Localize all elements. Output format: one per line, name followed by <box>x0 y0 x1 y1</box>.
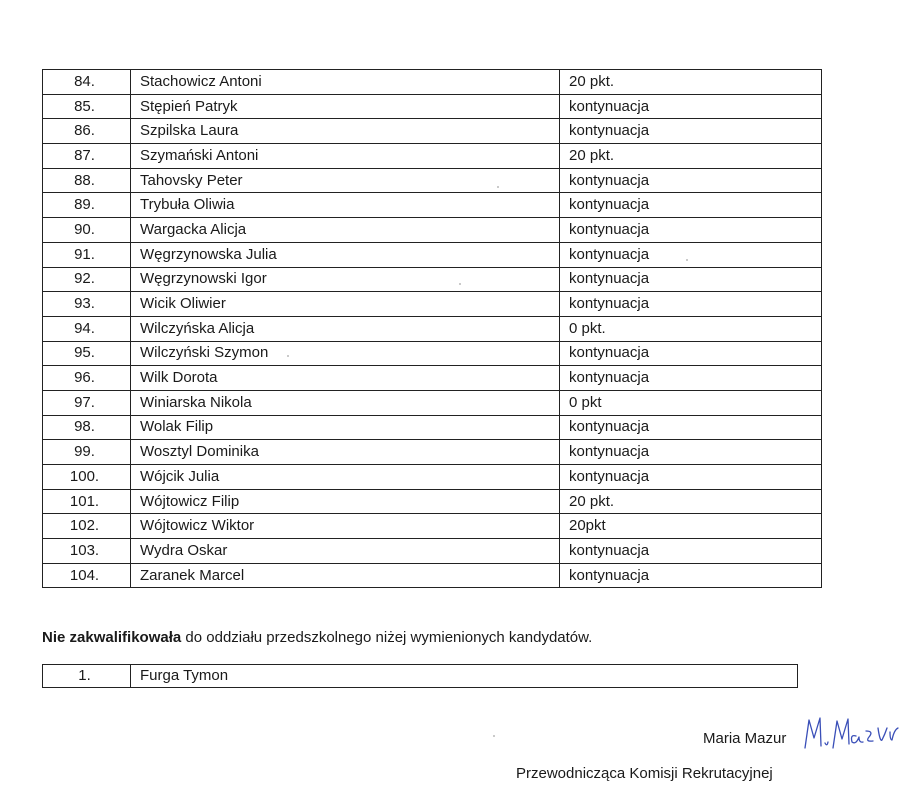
candidate-name: Szymański Antoni <box>131 144 560 169</box>
table-row <box>43 440 822 465</box>
scan-speck <box>459 283 461 285</box>
candidate-result: kontynuacja <box>560 218 822 243</box>
scan-speck <box>287 355 289 357</box>
table-row <box>43 366 822 391</box>
candidate-name: Węgrzynowska Julia <box>131 242 560 267</box>
row-number: 101. <box>43 489 131 514</box>
not-qualified-table-body <box>43 665 798 688</box>
table-row <box>43 539 822 564</box>
row-number: 104. <box>43 563 131 588</box>
candidate-name: Wargacka Alicja <box>131 218 560 243</box>
table-row <box>43 70 822 95</box>
row-number: 94. <box>43 316 131 341</box>
row-number: 84. <box>43 70 131 95</box>
row-number: 90. <box>43 218 131 243</box>
candidate-result: 20 pkt. <box>560 70 822 95</box>
candidate-result: kontynuacja <box>560 440 822 465</box>
row-number: 93. <box>43 292 131 317</box>
candidate-result: kontynuacja <box>560 415 822 440</box>
candidates-table <box>42 69 822 588</box>
table-row <box>43 119 822 144</box>
candidate-name: Tahovsky Peter <box>131 168 560 193</box>
candidate-name: Wójtowicz Wiktor <box>131 514 560 539</box>
row-number: 91. <box>43 242 131 267</box>
row-number: 89. <box>43 193 131 218</box>
table-row <box>43 292 822 317</box>
candidate-name: Węgrzynowski Igor <box>131 267 560 292</box>
row-number: 1. <box>43 665 131 688</box>
row-number: 100. <box>43 465 131 490</box>
table-row <box>43 267 822 292</box>
candidate-name: Stępień Patryk <box>131 94 560 119</box>
candidate-result: kontynuacja <box>560 465 822 490</box>
row-number: 97. <box>43 390 131 415</box>
row-number: 85. <box>43 94 131 119</box>
candidate-result: kontynuacja <box>560 193 822 218</box>
table-row <box>43 168 822 193</box>
candidate-name: Wolak Filip <box>131 415 560 440</box>
table-row <box>43 193 822 218</box>
handwritten-signature <box>800 712 900 752</box>
row-number: 98. <box>43 415 131 440</box>
table-row <box>43 665 798 688</box>
table-row <box>43 514 822 539</box>
row-number: 99. <box>43 440 131 465</box>
candidate-result: kontynuacja <box>560 563 822 588</box>
table-row <box>43 563 822 588</box>
candidates-table-body <box>43 70 822 588</box>
table-row <box>43 465 822 490</box>
candidate-result: kontynuacja <box>560 539 822 564</box>
candidate-result: kontynuacja <box>560 168 822 193</box>
scan-speck <box>686 259 688 261</box>
candidate-result: kontynuacja <box>560 292 822 317</box>
candidate-result: kontynuacja <box>560 242 822 267</box>
scan-speck <box>493 735 495 737</box>
row-number: 92. <box>43 267 131 292</box>
candidate-name: Zaranek Marcel <box>131 563 560 588</box>
candidate-result: kontynuacja <box>560 267 822 292</box>
candidate-result: 0 pkt. <box>560 316 822 341</box>
table-row <box>43 390 822 415</box>
table-row <box>43 489 822 514</box>
candidate-name: Szpilska Laura <box>131 119 560 144</box>
not-qualified-heading-text: do oddziału przedszkolnego niżej wymienionych kandydatów. <box>181 629 593 646</box>
candidate-result: 20 pkt. <box>560 144 822 169</box>
table-row <box>43 242 822 267</box>
table-row <box>43 415 822 440</box>
row-number: 103. <box>43 539 131 564</box>
candidate-name: Wicik Oliwier <box>131 292 560 317</box>
table-row <box>43 341 822 366</box>
candidate-result: kontynuacja <box>560 119 822 144</box>
candidate-name: Wilczyńska Alicja <box>131 316 560 341</box>
table-row <box>43 316 822 341</box>
candidate-result: 20 pkt. <box>560 489 822 514</box>
candidate-name: Wilk Dorota <box>131 366 560 391</box>
signer-role: Przewodnicząca Komisji Rekrutacyjnej <box>516 765 773 782</box>
candidate-name: Trybuła Oliwia <box>131 193 560 218</box>
row-number: 95. <box>43 341 131 366</box>
candidate-result: kontynuacja <box>560 94 822 119</box>
signer-name: Maria Mazur <box>703 730 787 747</box>
table-row <box>43 94 822 119</box>
candidate-name: Wosztyl Dominika <box>131 440 560 465</box>
not-qualified-table <box>42 664 798 688</box>
candidate-result: kontynuacja <box>560 341 822 366</box>
row-number: 96. <box>43 366 131 391</box>
candidate-result: 20pkt <box>560 514 822 539</box>
table-row <box>43 144 822 169</box>
row-number: 88. <box>43 168 131 193</box>
candidate-name: Furga Tymon <box>131 665 798 688</box>
row-number: 86. <box>43 119 131 144</box>
table-row <box>43 218 822 243</box>
candidate-name: Winiarska Nikola <box>131 390 560 415</box>
candidate-name: Wydra Oskar <box>131 539 560 564</box>
candidate-result: kontynuacja <box>560 366 822 391</box>
scan-speck <box>497 186 499 188</box>
not-qualified-heading <box>42 628 592 648</box>
candidate-name: Wilczyński Szymon <box>131 341 560 366</box>
row-number: 87. <box>43 144 131 169</box>
candidate-name: Wójtowicz Filip <box>131 489 560 514</box>
candidate-name: Stachowicz Antoni <box>131 70 560 95</box>
not-qualified-heading-bold: Nie zakwalifikowała <box>42 629 182 646</box>
candidate-result: 0 pkt <box>560 390 822 415</box>
candidate-name: Wójcik Julia <box>131 465 560 490</box>
row-number: 102. <box>43 514 131 539</box>
